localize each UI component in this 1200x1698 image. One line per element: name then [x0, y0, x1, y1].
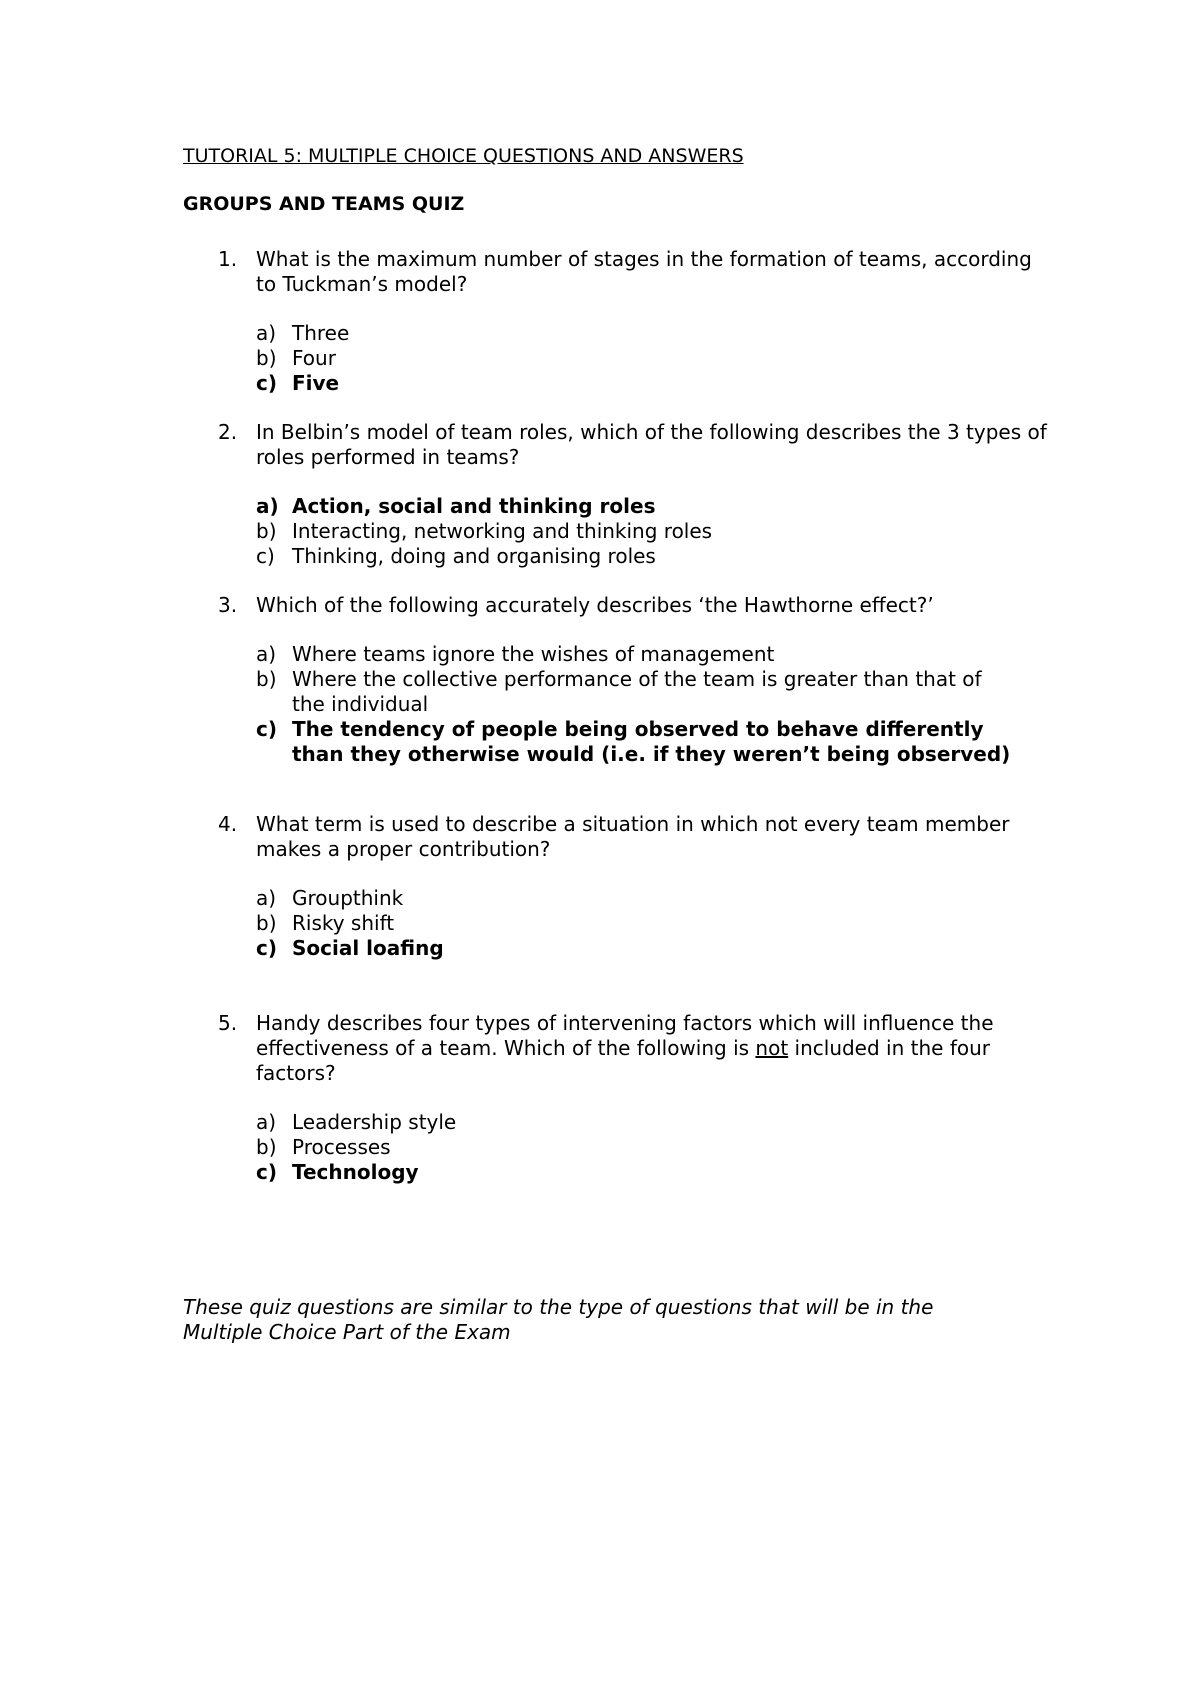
option-text: Risky shift [292, 911, 395, 935]
option-letter: b) [256, 346, 277, 370]
question-2 [183, 420, 1063, 569]
option-a [256, 642, 1063, 667]
question-number: 1. [218, 247, 238, 271]
option-text: Technology [292, 1160, 419, 1184]
option-letter: b) [256, 519, 277, 543]
option-text: Interacting, networking and thinking roles [292, 519, 713, 543]
question-5 [183, 1011, 1063, 1185]
question-text: Which of the following accurately describes ‘the Hawthorne effect?’ [256, 593, 934, 617]
option-text: Where the collective performance of the team is greater than that of the individual [292, 667, 982, 716]
question-text [256, 1011, 1056, 1086]
question-text: What is the maximum number of stages in the formation of teams, according to Tuckman’s model? [256, 247, 1032, 296]
option-list [256, 321, 1063, 396]
option-letter: c) [256, 936, 277, 960]
option-letter: b) [256, 911, 277, 935]
question-1 [183, 247, 1063, 396]
option-letter: c) [256, 717, 277, 741]
option-b [256, 519, 1063, 544]
option-text: Processes [292, 1135, 391, 1159]
option-text: Three [292, 321, 350, 345]
option-letter: a) [256, 1110, 277, 1134]
question-text: In Belbin’s model of team roles, which of the following describes the 3 types of roles performed in teams? [256, 420, 1047, 469]
option-c [256, 544, 1063, 569]
option-text: The tendency of people being observed to behave differently than they otherwise would (i.e. if they weren’t being observed) [292, 717, 1011, 766]
option-text: Social loafing [292, 936, 444, 960]
question-text: What term is used to describe a situation in which not every team member makes a proper contribution? [256, 812, 1010, 861]
footer-note: These quiz questions are similar to the type of questions that will be in the Multiple Choice Part of the Exam [183, 1295, 934, 1344]
question-4 [183, 812, 1063, 961]
option-letter: a) [256, 886, 277, 910]
option-a [256, 1110, 1063, 1135]
option-a [256, 321, 1063, 346]
option-text: Groupthink [292, 886, 404, 910]
emphasis-not: not [755, 1036, 789, 1060]
question-text-end: included in the four factors? [256, 1036, 990, 1085]
option-letter: a) [256, 494, 279, 518]
option-list [256, 886, 1063, 961]
quiz-subtitle: GROUPS AND TEAMS QUIZ [183, 193, 465, 215]
option-text: Where teams ignore the wishes of management [292, 642, 775, 666]
option-c-correct [256, 371, 1063, 396]
option-b [256, 346, 1063, 371]
option-list [256, 494, 1063, 569]
option-b [256, 667, 1012, 717]
option-c-correct [256, 936, 1063, 961]
option-letter: c) [256, 371, 277, 395]
question-number: 2. [218, 420, 238, 444]
option-letter: b) [256, 1135, 277, 1159]
question-number: 5. [218, 1011, 238, 1035]
option-letter: c) [256, 544, 275, 568]
option-b [256, 911, 1063, 936]
option-letter: c) [256, 1160, 277, 1184]
option-text: Four [292, 346, 336, 370]
option-letter: b) [256, 667, 277, 691]
option-b [256, 1135, 1063, 1160]
question-number: 3. [218, 593, 238, 617]
option-text: Action, social and thinking roles [292, 494, 656, 518]
option-text: Leadership style [292, 1110, 457, 1134]
option-letter: a) [256, 321, 277, 345]
option-list [256, 1110, 1063, 1185]
option-a [256, 886, 1063, 911]
option-c-correct [256, 717, 1012, 767]
question-3 [183, 593, 1063, 767]
option-letter: a) [256, 642, 277, 666]
option-text: Five [292, 371, 340, 395]
option-a-correct [256, 494, 1063, 519]
document-title: TUTORIAL 5: MULTIPLE CHOICE QUESTIONS AND ANSWERS [183, 145, 744, 167]
question-number: 4. [218, 812, 238, 836]
option-text: Thinking, doing and organising roles [292, 544, 656, 568]
option-c-correct [256, 1160, 1063, 1185]
question-text-start: Handy describes four types of intervening factors which will influence the effectiveness of a team. Which of the following is [256, 1011, 994, 1060]
option-list [256, 642, 1063, 767]
